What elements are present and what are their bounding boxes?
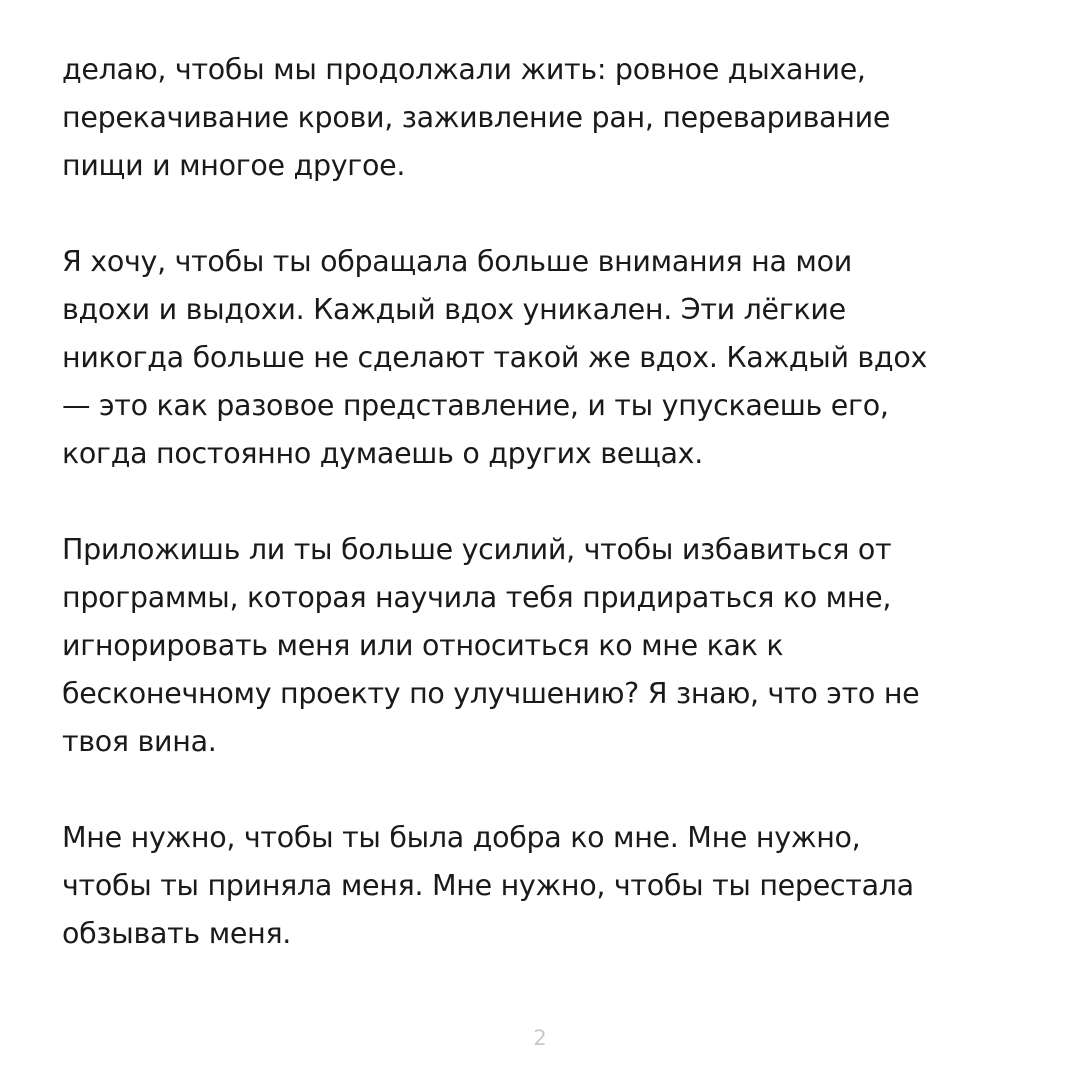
paragraph-4 (62, 814, 1042, 958)
text-line: — это как разовое представление, и ты упускаешь его, (62, 389, 889, 422)
text-line: никогда больше не сделают такой же вдох. Каждый вдох (62, 341, 928, 374)
text-line: Я хочу, чтобы ты обращала больше внимания на мои (62, 245, 852, 278)
text-line: программы, которая научила тебя придираться ко мне, (62, 581, 892, 614)
text-line: бесконечному проекту по улучшению? Я знаю, что это не (62, 677, 920, 710)
paragraph-3 (62, 526, 1042, 766)
text-line: обзывать меня. (62, 917, 292, 950)
page-number: 2 (533, 1026, 547, 1050)
text-line: делаю, чтобы мы продолжали жить: ровное дыхание, (62, 53, 866, 86)
text-line: твоя вина. (62, 725, 217, 758)
text-line: Мне нужно, чтобы ты была добра ко мне. Мне нужно, (62, 821, 861, 854)
document-body (62, 46, 1042, 1006)
text-line: когда постоянно думаешь о других вещах. (62, 437, 703, 470)
paragraph-1 (62, 46, 1042, 190)
text-line: перекачивание крови, заживление ран, переваривание (62, 101, 891, 134)
text-line: игнорировать меня или относиться ко мне как к (62, 629, 784, 662)
paragraph-2 (62, 238, 1042, 478)
text-line: Приложишь ли ты больше усилий, чтобы избавиться от (62, 533, 892, 566)
text-line: вдохи и выдохи. Каждый вдох уникален. Эти лёгкие (62, 293, 846, 326)
text-line: пищи и многое другое. (62, 149, 406, 182)
text-line: чтобы ты приняла меня. Мне нужно, чтобы ты перестала (62, 869, 914, 902)
